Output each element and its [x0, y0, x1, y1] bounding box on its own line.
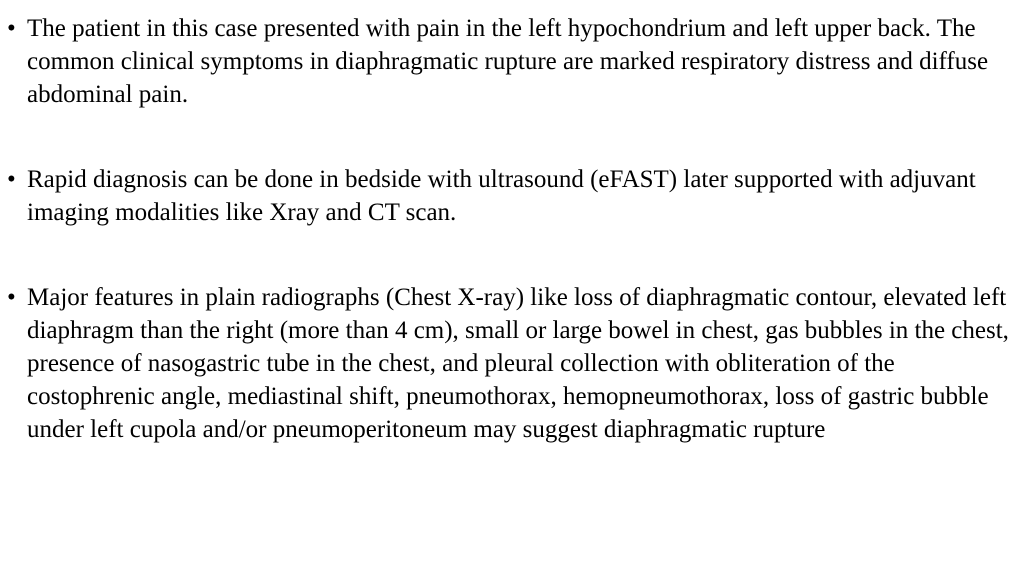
bullet-icon: •	[7, 166, 16, 193]
bullet-list	[7, 12, 1012, 446]
bullet-text-diagnosis: Rapid diagnosis can be done in bedside with ultrasound (eFAST) later supported with adjuvant imaging modalities like Xray and CT scan.	[27, 166, 976, 226]
bullet-icon: •	[7, 284, 16, 311]
bullet-icon: •	[7, 15, 16, 42]
bullet-item-symptoms	[7, 12, 1012, 111]
bullet-item-radiograph-features	[7, 281, 1012, 446]
bullet-item-diagnosis	[7, 163, 1012, 229]
bullet-text-symptoms: The patient in this case presented with pain in the left hypochondrium and left upper back. The common clinical symptoms in diaphragmatic rupture are marked respiratory distress and diffuse abdominal pain.	[27, 15, 989, 108]
bullet-text-radiograph-features: Major features in plain radiographs (Chest X-ray) like loss of diaphragmatic contour, elevated left diaphragm than the right (more than 4 cm), small or large bowel in chest, gas bubbles in the chest, presence of nasogastric tube in the chest, and pleural collection with obliteration of the costophrenic angle, mediastinal shift, pneumothorax, hemopneumothorax, loss of gastric bubble under left cupola and/or pneumoperitoneum may suggest diaphragmatic rupture	[27, 284, 1009, 443]
